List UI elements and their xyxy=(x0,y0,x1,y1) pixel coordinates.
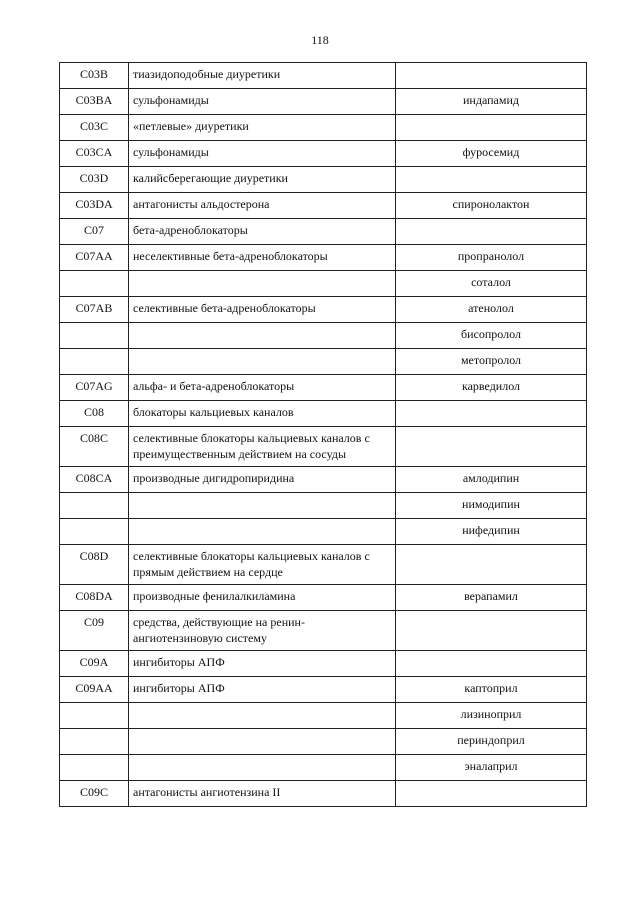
description-cell: селективные бета-адреноблокаторы xyxy=(129,297,396,323)
table-row xyxy=(60,271,587,297)
drug-name-cell xyxy=(396,611,587,651)
atc-code-cell: C08C xyxy=(60,427,129,467)
description-cell: тиазидоподобные диуретики xyxy=(129,63,396,89)
atc-code-cell: C03BA xyxy=(60,89,129,115)
atc-code-cell xyxy=(60,755,129,781)
atc-code-cell xyxy=(60,493,129,519)
drug-name-cell: верапамил xyxy=(396,585,587,611)
table-row xyxy=(60,349,587,375)
atc-code-cell xyxy=(60,519,129,545)
page-number: 118 xyxy=(311,33,329,47)
atc-code-cell: C07AB xyxy=(60,297,129,323)
description-cell: альфа- и бета-адреноблокаторы xyxy=(129,375,396,401)
description-cell xyxy=(129,493,396,519)
drug-name-cell xyxy=(396,781,587,807)
drug-name-cell: соталол xyxy=(396,271,587,297)
drug-name-cell: бисопролол xyxy=(396,323,587,349)
drug-name-cell: фуросемид xyxy=(396,141,587,167)
description-cell: селективные блокаторы кальциевых каналов с прямым действием на сердце xyxy=(129,545,396,585)
table-row xyxy=(60,519,587,545)
table-row xyxy=(60,781,587,807)
description-cell: производные фенилалкиламина xyxy=(129,585,396,611)
atc-code-cell xyxy=(60,729,129,755)
description-cell: блокаторы кальциевых каналов xyxy=(129,401,396,427)
description-cell: ингибиторы АПФ xyxy=(129,677,396,703)
atc-code-cell xyxy=(60,271,129,297)
table-row xyxy=(60,703,587,729)
atc-code-cell: C08 xyxy=(60,401,129,427)
atc-code-cell: C08D xyxy=(60,545,129,585)
drug-name-cell xyxy=(396,401,587,427)
table-row xyxy=(60,245,587,271)
table-row xyxy=(60,323,587,349)
description-cell: сульфонамиды xyxy=(129,89,396,115)
drug-name-cell: карведилол xyxy=(396,375,587,401)
drug-name-cell xyxy=(396,167,587,193)
table-row xyxy=(60,401,587,427)
table-row xyxy=(60,677,587,703)
drug-name-cell: индапамид xyxy=(396,89,587,115)
drug-name-cell xyxy=(396,651,587,677)
table-row xyxy=(60,375,587,401)
drug-name-cell: амлодипин xyxy=(396,467,587,493)
drug-name-cell: спиронолактон xyxy=(396,193,587,219)
drug-name-cell: нифедипин xyxy=(396,519,587,545)
description-cell: ингибиторы АПФ xyxy=(129,651,396,677)
description-cell xyxy=(129,729,396,755)
description-cell: антагонисты альдостерона xyxy=(129,193,396,219)
table-row xyxy=(60,493,587,519)
drug-name-cell: нимодипин xyxy=(396,493,587,519)
drug-name-cell xyxy=(396,545,587,585)
table-row xyxy=(60,167,587,193)
drug-name-cell: атенолол xyxy=(396,297,587,323)
drug-name-cell xyxy=(396,63,587,89)
description-cell: антагонисты ангиотензина II xyxy=(129,781,396,807)
description-cell xyxy=(129,271,396,297)
drug-name-cell: пропранолол xyxy=(396,245,587,271)
table-row xyxy=(60,141,587,167)
table-row xyxy=(60,585,587,611)
description-cell: производные дигидропиридина xyxy=(129,467,396,493)
table-row xyxy=(60,611,587,651)
description-cell xyxy=(129,349,396,375)
atc-classification-table xyxy=(59,62,587,807)
drug-name-cell: периндоприл xyxy=(396,729,587,755)
table-row xyxy=(60,545,587,585)
atc-code-cell: C03CA xyxy=(60,141,129,167)
drug-name-cell xyxy=(396,219,587,245)
description-cell: средства, действующие на ренин-ангиотензиновую систему xyxy=(129,611,396,651)
atc-code-cell: C09A xyxy=(60,651,129,677)
table-row xyxy=(60,729,587,755)
description-cell: «петлевые» диуретики xyxy=(129,115,396,141)
atc-code-cell: C09C xyxy=(60,781,129,807)
atc-code-cell: C03B xyxy=(60,63,129,89)
drug-name-cell: лизиноприл xyxy=(396,703,587,729)
description-cell: бета-адреноблокаторы xyxy=(129,219,396,245)
table-body xyxy=(60,63,587,807)
table-row xyxy=(60,427,587,467)
table-row xyxy=(60,755,587,781)
description-cell xyxy=(129,519,396,545)
atc-code-cell xyxy=(60,703,129,729)
atc-code-cell: C03D xyxy=(60,167,129,193)
table-row xyxy=(60,89,587,115)
atc-code-cell: C08DA xyxy=(60,585,129,611)
description-cell xyxy=(129,703,396,729)
table-row xyxy=(60,63,587,89)
atc-code-cell: C09 xyxy=(60,611,129,651)
description-cell: неселективные бета-адреноблокаторы xyxy=(129,245,396,271)
description-cell: селективные блокаторы кальциевых каналов с преимущественным действием на сосуды xyxy=(129,427,396,467)
table-row xyxy=(60,219,587,245)
atc-code-cell xyxy=(60,323,129,349)
table-row xyxy=(60,467,587,493)
description-cell: калийсберегающие диуретики xyxy=(129,167,396,193)
atc-code-cell: C03C xyxy=(60,115,129,141)
description-cell xyxy=(129,755,396,781)
table-row xyxy=(60,297,587,323)
atc-code-cell: C09AA xyxy=(60,677,129,703)
description-cell: сульфонамиды xyxy=(129,141,396,167)
atc-code-cell: C07AA xyxy=(60,245,129,271)
table-row xyxy=(60,193,587,219)
drug-name-cell: каптоприл xyxy=(396,677,587,703)
atc-code-cell xyxy=(60,349,129,375)
description-cell xyxy=(129,323,396,349)
drug-name-cell: метопролол xyxy=(396,349,587,375)
table-row xyxy=(60,115,587,141)
atc-code-cell: C07AG xyxy=(60,375,129,401)
atc-code-cell: C07 xyxy=(60,219,129,245)
atc-code-cell: C08CA xyxy=(60,467,129,493)
atc-code-cell: C03DA xyxy=(60,193,129,219)
table-row xyxy=(60,651,587,677)
drug-name-cell xyxy=(396,115,587,141)
drug-name-cell xyxy=(396,427,587,467)
drug-name-cell: эналаприл xyxy=(396,755,587,781)
